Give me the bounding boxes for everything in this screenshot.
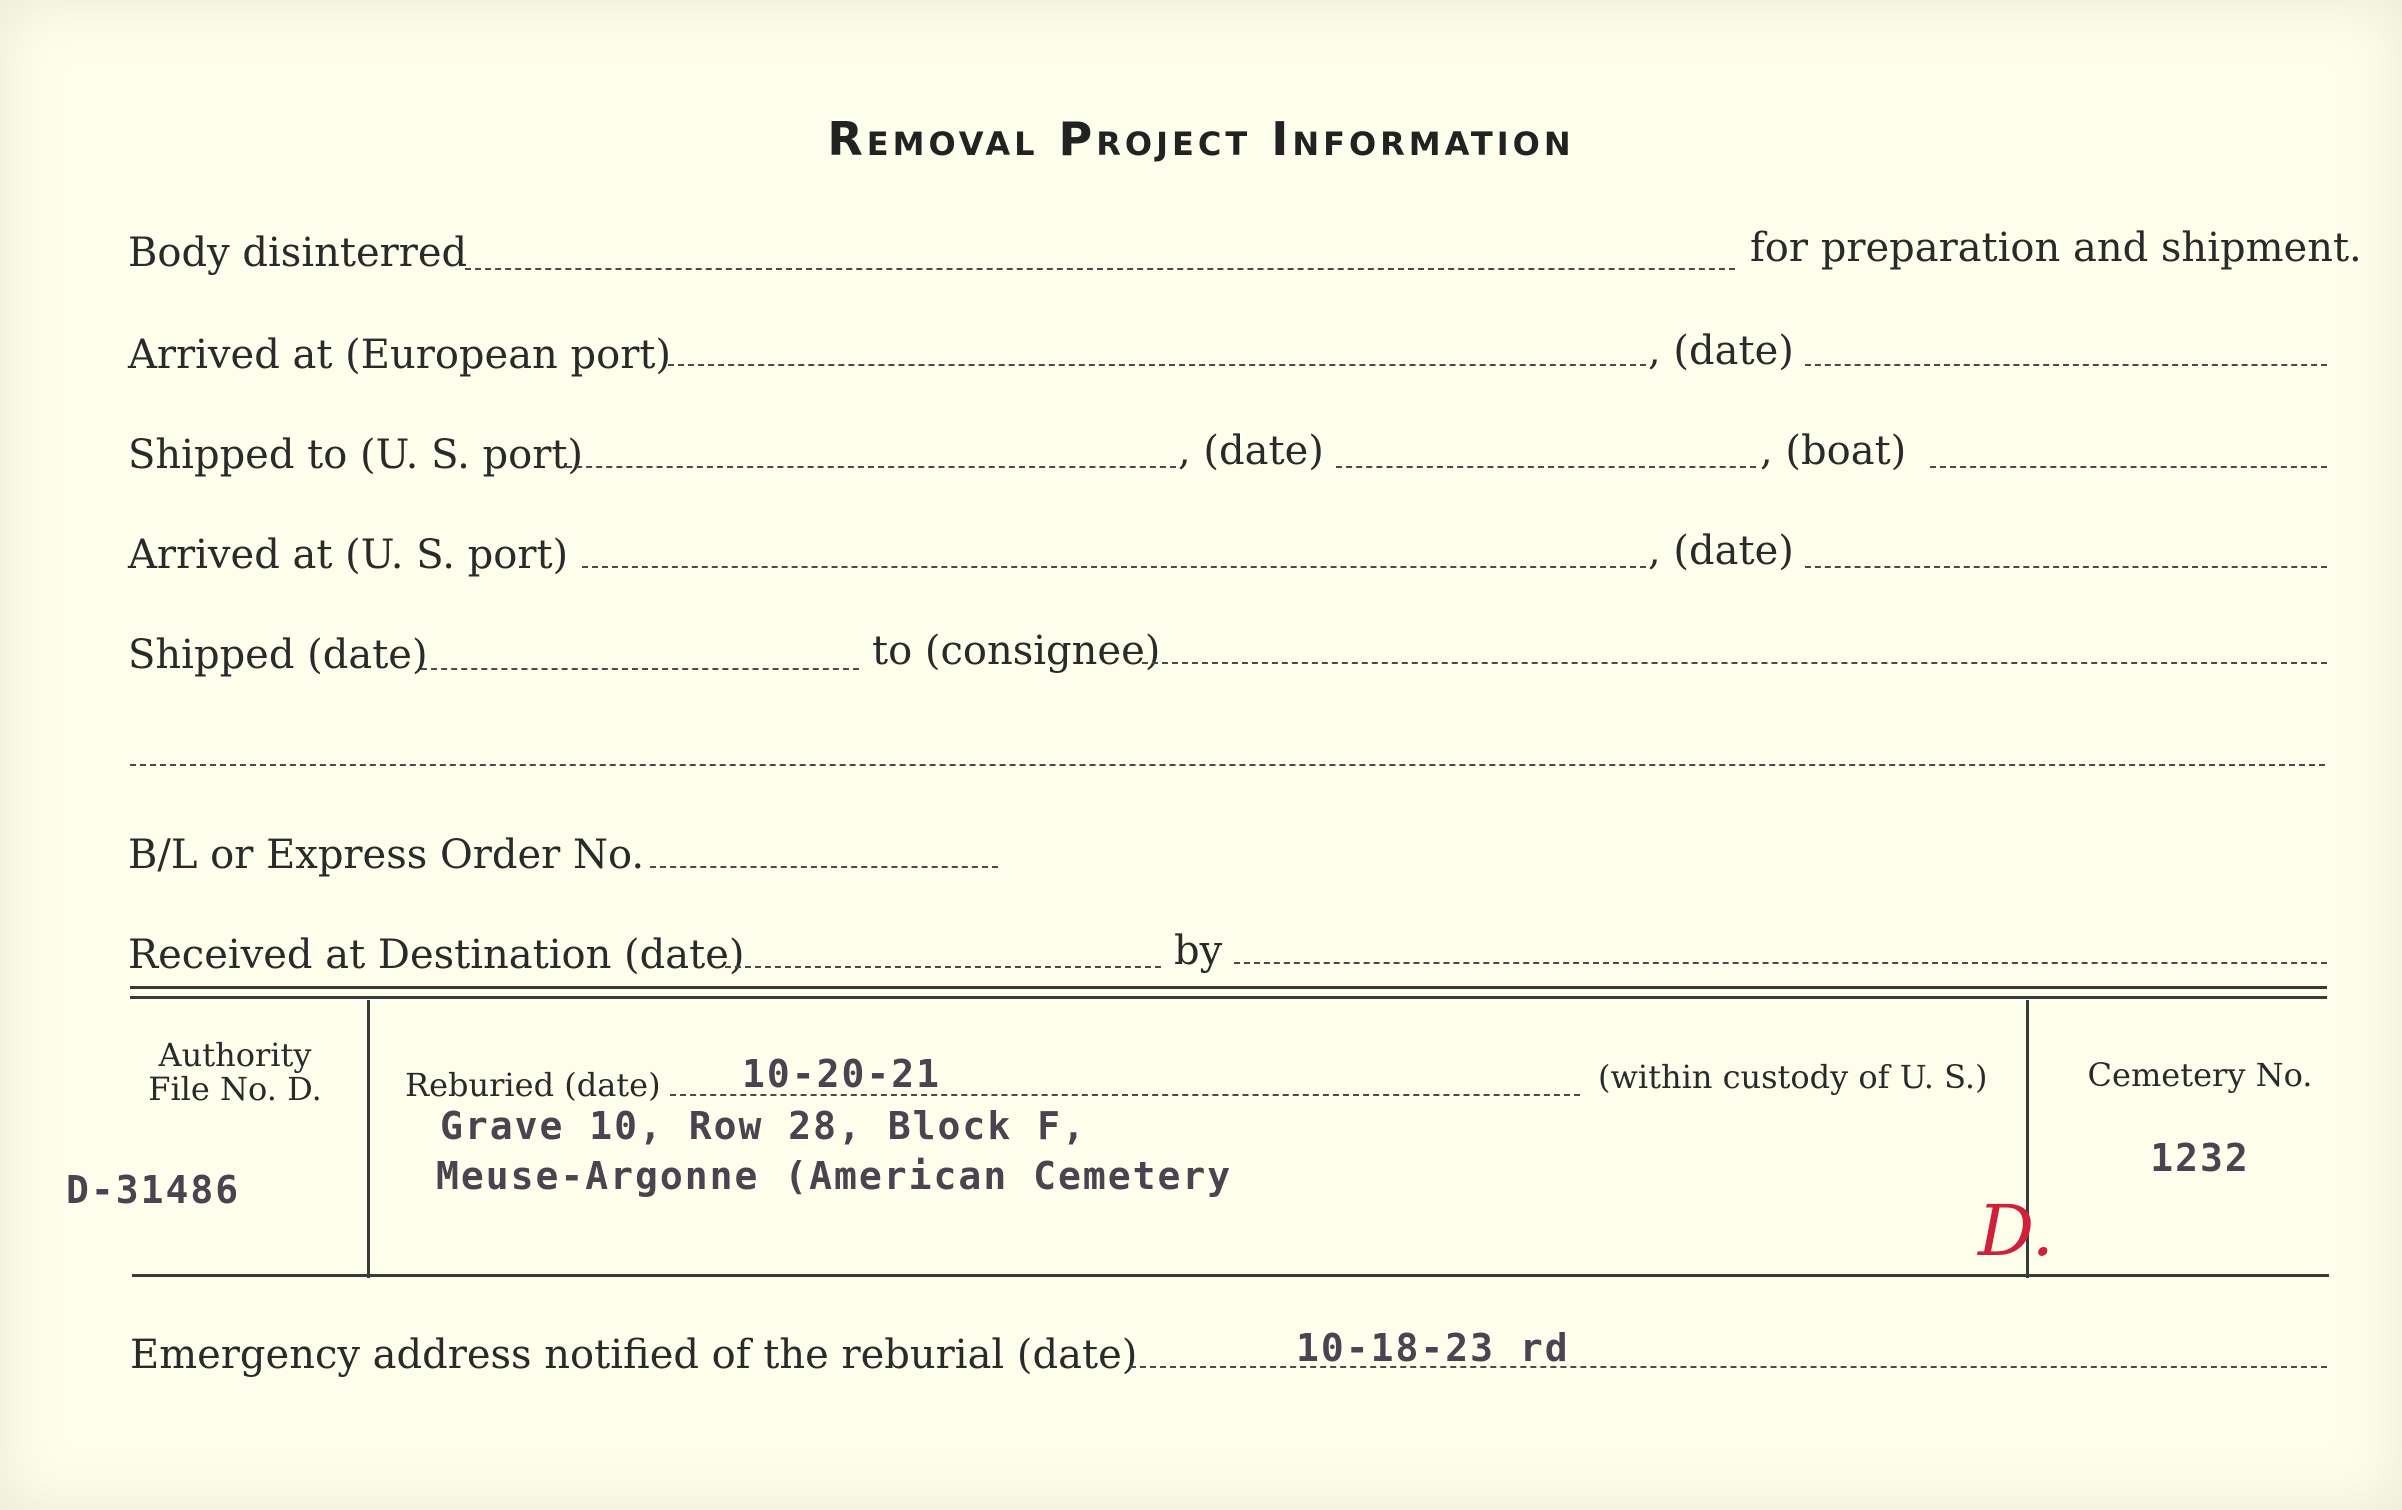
body-suffix-label: for preparation and shipment. xyxy=(1750,225,2362,271)
body-disinterred-label: Body disinterred xyxy=(128,230,468,276)
arrived-us-date-line xyxy=(1805,566,2327,568)
body-disinterred-line xyxy=(465,268,1735,270)
bl-order-line xyxy=(650,866,998,868)
section-divider-top xyxy=(130,986,2327,989)
received-destination-line xyxy=(725,966,1161,968)
shipped-to-us-date-label: , (date) xyxy=(1178,428,1324,474)
authority-label-line2: File No. D. xyxy=(148,1070,322,1108)
by-label: by xyxy=(1174,928,1223,974)
by-line xyxy=(1234,962,2327,964)
arrived-us-label: Arrived at (U. S. port) xyxy=(128,532,569,578)
bottom-rule xyxy=(132,1274,2329,1277)
shipped-to-us-date-line xyxy=(1336,466,1756,468)
arrived-european-date-label: , (date) xyxy=(1648,328,1794,374)
arrived-us-date-label: , (date) xyxy=(1648,528,1794,574)
emergency-label: Emergency address notified of the reburial (date) xyxy=(130,1332,1138,1378)
handwritten-initial: D. xyxy=(1978,1190,2054,1272)
shipped-to-us-line xyxy=(566,466,1176,468)
cemetery-number-value: 1232 xyxy=(2150,1136,2250,1180)
boat-line xyxy=(1930,466,2327,468)
arrived-european-line xyxy=(668,364,1646,366)
bl-order-label: B/L or Express Order No. xyxy=(128,832,645,878)
custody-note: (within custody of U. S.) xyxy=(1598,1058,1988,1096)
shipped-date-label: Shipped (date) xyxy=(128,632,428,678)
boat-label: , (boat) xyxy=(1760,428,1907,474)
grave-location-line2: Meuse-Argonne (American Cemetery xyxy=(436,1154,1233,1198)
authority-divider xyxy=(367,1000,370,1278)
consignee-label: to (consignee) xyxy=(872,628,1161,674)
consignee-continuation-line xyxy=(130,764,2325,766)
received-destination-label: Received at Destination (date) xyxy=(128,932,745,978)
arrived-us-line xyxy=(582,566,1646,568)
cemetery-number-label: Cemetery No. xyxy=(2087,1056,2313,1094)
arrived-european-date-line xyxy=(1805,364,2327,366)
shipped-date-line xyxy=(421,668,859,670)
grave-location-line1: Grave 10, Row 28, Block F, xyxy=(440,1104,1087,1148)
emergency-date-value: 10-18-23 rd xyxy=(1296,1326,1570,1370)
consignee-line xyxy=(1142,662,2327,664)
reburied-date-label: Reburied (date) xyxy=(405,1066,661,1104)
section-divider-bottom xyxy=(130,996,2327,999)
authority-label-line1: Authority xyxy=(158,1036,312,1074)
arrived-european-label: Arrived at (European port) xyxy=(128,332,672,378)
shipped-to-us-label: Shipped to (U. S. port) xyxy=(128,432,583,478)
page-title: Removal Project Information xyxy=(827,112,1575,166)
authority-file-number: D-31486 xyxy=(66,1168,241,1212)
reburied-date-value: 10-20-21 xyxy=(742,1052,942,1096)
